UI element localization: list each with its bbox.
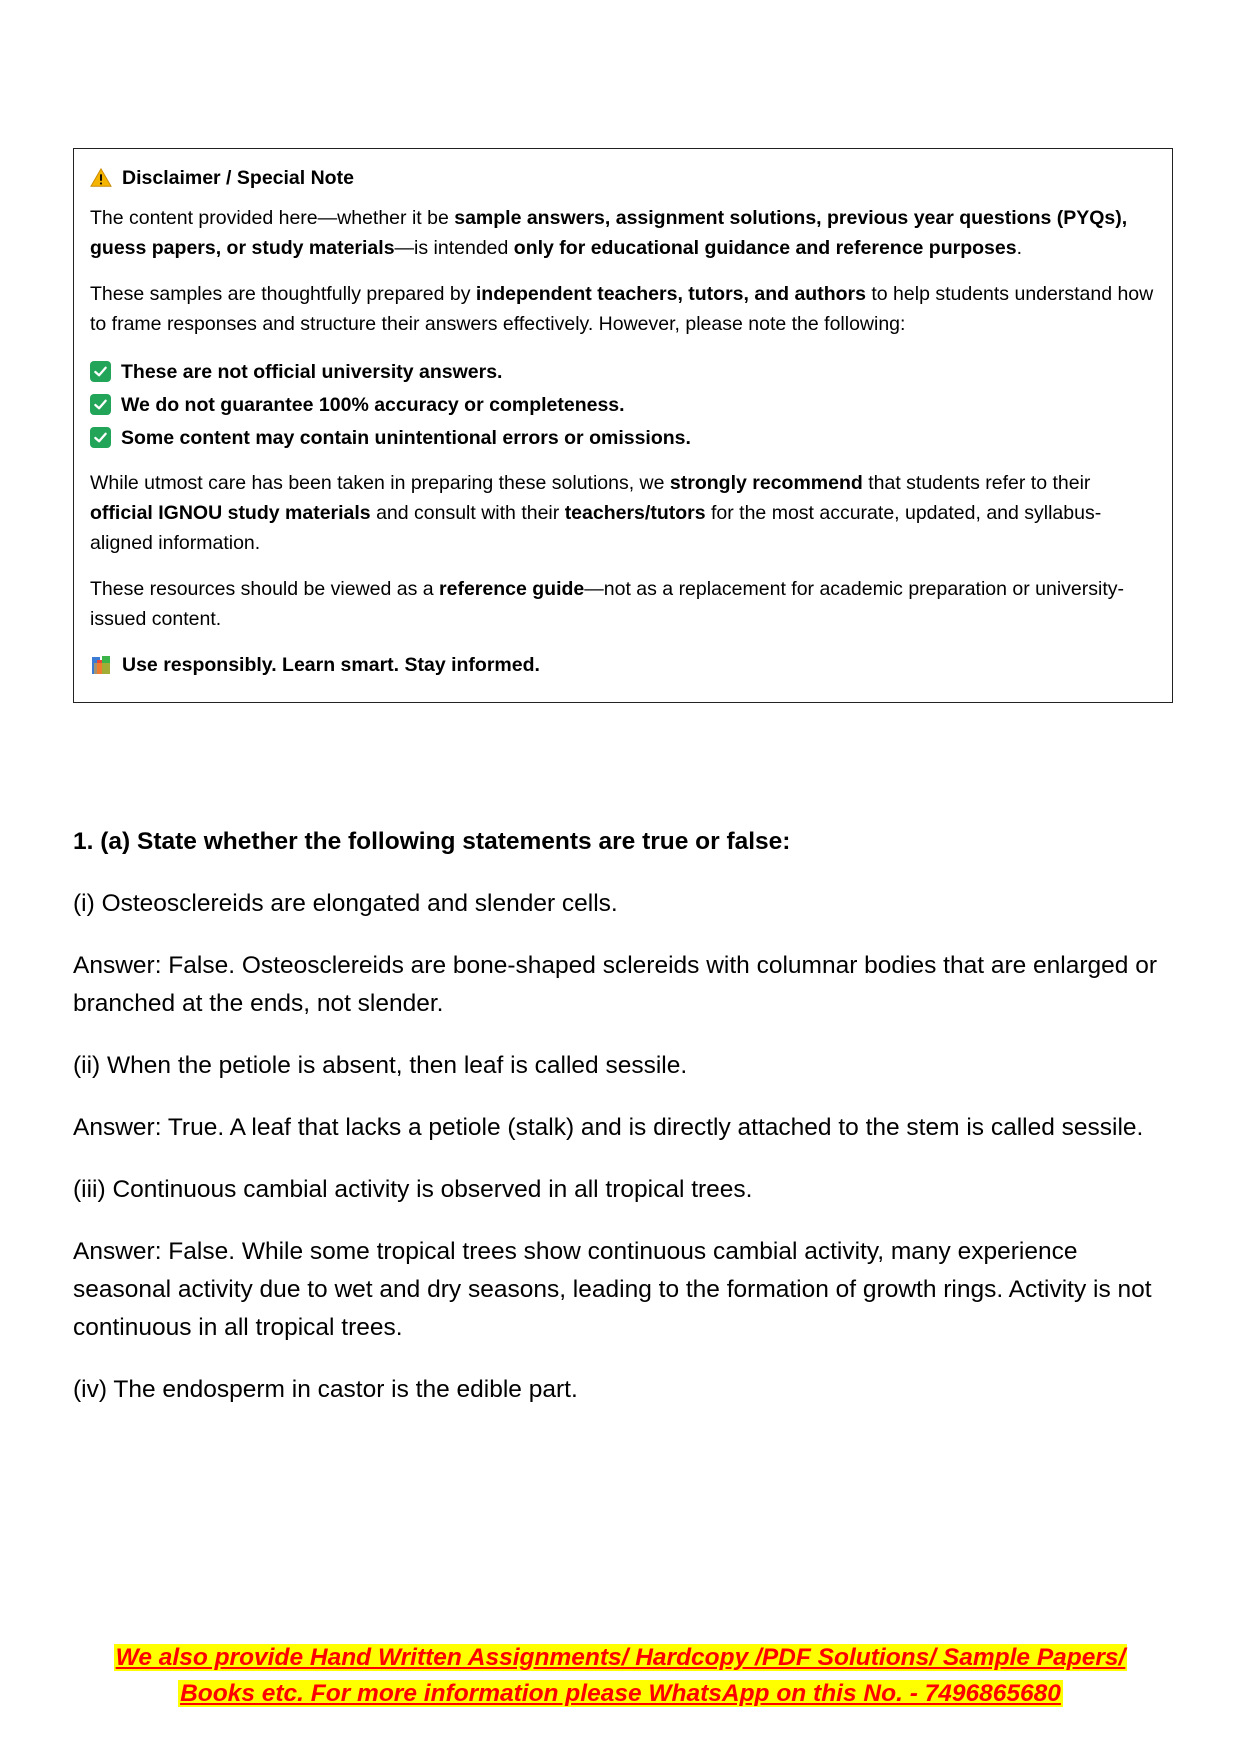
disclaimer-title [90, 163, 1156, 193]
statement-4: (iv) The endosperm in castor is the edible part. [73, 1376, 578, 1403]
checkmark-icon [90, 427, 111, 448]
checkmark-icon [90, 361, 111, 382]
disclaimer-para-4: These resources should be viewed as a reference guide—not as a replacement for academic preparation or university-issued content. [90, 578, 1125, 630]
question-heading: 1. (a) State whether the following statements are true or false: [73, 828, 791, 855]
statement-2: (ii) When the petiole is absent, then leaf is called sessile. [73, 1052, 688, 1079]
disclaimer-footer: Use responsibly. Learn smart. Stay informed. [90, 650, 1156, 680]
check-item: Some content may contain unintentional errors or omissions. [90, 421, 1156, 454]
disclaimer-para-1: The content provided here—whether it be sample answers, assignment solutions, previous year questions (PYQs), guess papers, or study materials—is intended only for educational guidance and reference purposes. [90, 207, 1128, 259]
check-item: These are not official university answers. [90, 355, 1156, 388]
promo-line-1: We also provide Hand Written Assignments/ Hardcopy /PDF Solutions/ Sample Papers/ [115, 1644, 1126, 1671]
promo-banner [0, 1640, 1241, 1712]
disclaimer-para-2: These samples are thoughtfully prepared by independent teachers, tutors, and authors to help students understand how to frame responses and structure their answers effectively. However, please note the following: [90, 283, 1154, 335]
question-content [73, 823, 1173, 1433]
disclaimer-para-3: While utmost care has been taken in preparing these solutions, we strongly recommend that students refer to their official IGNOU study materials and consult with their teachers/tutors for the most accurate, updated, and syllabus-aligned information. [90, 472, 1102, 554]
warning-icon [90, 167, 112, 189]
promo-line-2: Books etc. For more information please WhatsApp on this No. - 7496865680 [180, 1680, 1061, 1707]
checkmark-icon [90, 394, 111, 415]
check-list [90, 355, 1156, 454]
disclaimer-title-text: Disclaimer / Special Note [122, 167, 354, 189]
statement-3: (iii) Continuous cambial activity is observed in all tropical trees. [73, 1176, 753, 1203]
answer-1: Answer: False. Osteosclereids are bone-shaped sclereids with columnar bodies that are enlarged or branched at the ends, not slender. [73, 952, 1158, 1017]
books-icon [90, 654, 114, 676]
statement-1: (i) Osteosclereids are elongated and slender cells. [73, 890, 618, 917]
check-item: We do not guarantee 100% accuracy or completeness. [90, 388, 1156, 421]
answer-3: Answer: False. While some tropical trees show continuous cambial activity, many experience seasonal activity due to wet and dry seasons, leading to the formation of growth rings. Activity is not continuous in all tropical trees. [73, 1238, 1152, 1341]
disclaimer-box [73, 148, 1173, 703]
answer-2: Answer: True. A leaf that lacks a petiole (stalk) and is directly attached to the stem is called sessile. [73, 1114, 1144, 1141]
